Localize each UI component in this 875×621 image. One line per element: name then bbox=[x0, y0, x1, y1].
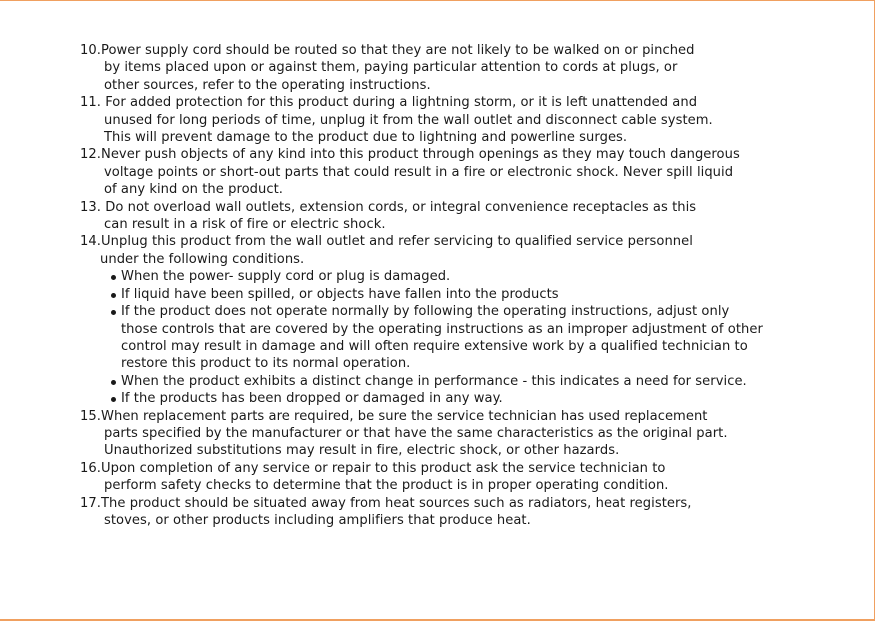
item-text: When replacement parts are required, be sure the service technician has used replacement bbox=[100, 408, 708, 424]
instruction-item-11 bbox=[80, 94, 820, 146]
instruction-item-10 bbox=[80, 42, 820, 94]
condition-bullet-item bbox=[80, 303, 820, 373]
instruction-line: voltage points or short-out parts that could result in a fire or electronic shock. Never spill liquid bbox=[104, 164, 734, 180]
instruction-line: under the following conditions. bbox=[100, 251, 305, 267]
item-number: 10. bbox=[80, 43, 101, 58]
instruction-line bbox=[80, 495, 820, 512]
bullet-dot-icon bbox=[111, 293, 116, 298]
item-text: Upon completion of any service or repair to this product ask the service technician to bbox=[100, 460, 666, 476]
instruction-item-13 bbox=[80, 199, 820, 234]
safety-instructions-list bbox=[80, 42, 820, 529]
item-number: 13. bbox=[80, 199, 106, 215]
instruction-line: parts specified by the manufacturer or that have the same characteristics as the original part. bbox=[104, 425, 728, 441]
instruction-item-17 bbox=[80, 495, 820, 530]
item-number: 15. bbox=[80, 408, 101, 424]
item-text: Unplug this product from the wall outlet and refer servicing to qualified service personnel bbox=[100, 234, 693, 250]
instruction-line: other sources, refer to the operating instructions. bbox=[104, 77, 431, 93]
bullet-dot-icon bbox=[111, 380, 116, 385]
instruction-line: This will prevent damage to the product due to lightning and powerline surges. bbox=[104, 130, 628, 146]
bullet-line: those controls that are covered by the operating instructions as an improper adjustment of other bbox=[121, 321, 763, 337]
bullet-line: restore this product to its normal operation. bbox=[121, 356, 411, 372]
instruction-line: unused for long periods of time, unplug it from the wall outlet and disconnect cable system. bbox=[104, 112, 713, 128]
condition-bullet-item bbox=[80, 268, 820, 285]
bullet-dot-icon bbox=[111, 397, 116, 402]
item-number: 11. bbox=[80, 95, 106, 111]
bullet-line: When the power- supply cord or plug is damaged. bbox=[121, 269, 451, 285]
instruction-line bbox=[80, 94, 820, 111]
item-text: Do not overload wall outlets, extension cords, or integral convenience receptacles as this bbox=[105, 199, 697, 215]
condition-bullet-item bbox=[80, 286, 820, 303]
bullet-dot-icon bbox=[111, 275, 116, 280]
instruction-line: Unauthorized substitutions may result in fire, electric shock, or other hazards. bbox=[104, 443, 620, 459]
instruction-line bbox=[80, 199, 820, 216]
instruction-line bbox=[80, 42, 820, 59]
instruction-line bbox=[80, 460, 820, 477]
instruction-item-16 bbox=[80, 460, 820, 495]
instruction-item-14 bbox=[80, 233, 820, 407]
instruction-line: by items placed upon or against them, paying particular attention to cords at plugs, or bbox=[104, 60, 678, 76]
item-number: 16. bbox=[80, 460, 101, 476]
item-text: The product should be situated away from heat sources such as radiators, heat registers, bbox=[100, 495, 692, 511]
instruction-item-15 bbox=[80, 408, 820, 460]
condition-bullet-item bbox=[80, 390, 820, 407]
bullet-line: If liquid have been spilled, or objects have fallen into the products bbox=[121, 286, 559, 302]
bullet-line: control may result in damage and will often require extensive work by a qualified technician to bbox=[121, 338, 748, 354]
bullet-line: If the product does not operate normally by following the operating instructions, adjust only bbox=[121, 304, 730, 320]
bullet-line: If the products has been dropped or damaged in any way. bbox=[121, 391, 503, 407]
bullet-dot-icon bbox=[111, 310, 116, 315]
item-text: Never push objects of any kind into this product through openings as they may touch dangerous bbox=[100, 147, 740, 163]
instruction-line: of any kind on the product. bbox=[104, 182, 284, 198]
condition-bullet-item bbox=[80, 373, 820, 390]
instruction-line: stoves, or other products including amplifiers that produce heat. bbox=[104, 512, 531, 528]
condition-list bbox=[80, 268, 820, 407]
instruction-line: perform safety checks to determine that the product is in proper operating condition. bbox=[104, 478, 669, 494]
item-number: 17. bbox=[80, 495, 101, 511]
instruction-line bbox=[80, 233, 820, 250]
instruction-line bbox=[80, 408, 820, 425]
item-number: 14. bbox=[80, 234, 101, 250]
instruction-line: can result in a risk of fire or electric shock. bbox=[104, 217, 386, 233]
bullet-line: When the product exhibits a distinct change in performance - this indicates a need for service. bbox=[121, 373, 747, 389]
item-text: For added protection for this product during a lightning storm, or it is left unattended and bbox=[105, 95, 698, 111]
instruction-line bbox=[80, 146, 820, 163]
item-text: Power supply cord should be routed so that they are not likely to be walked on or pinched bbox=[100, 43, 695, 58]
item-number: 12. bbox=[80, 147, 101, 163]
instruction-item-12 bbox=[80, 146, 820, 198]
